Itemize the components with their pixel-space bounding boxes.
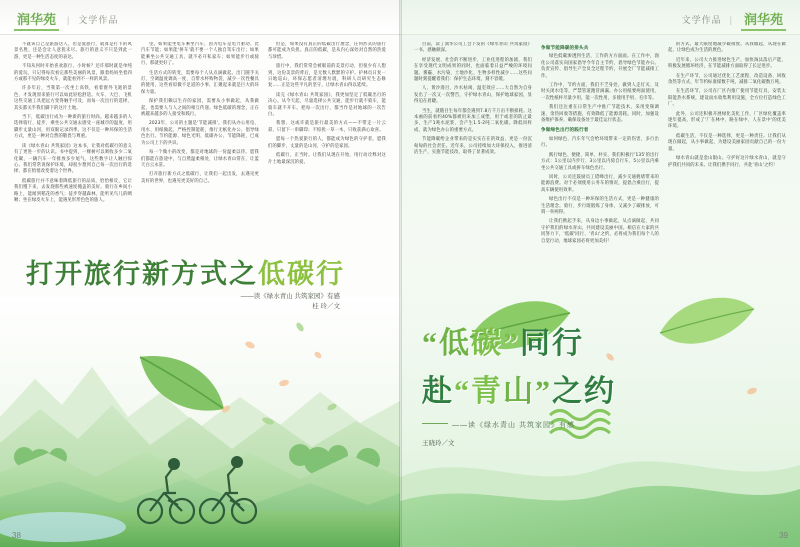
- body-paragraph: 目前，读了润华公司工会下发的《绿水青山 共筑家园》一书，感触颇深。: [414, 42, 532, 54]
- body-paragraph: 同时，公司还鼓励员工错峰出行，减少交通拥堵带来的能源浪费。对于必须使用公务车的情况，提倡合乘出行，提高车辆使用效率。: [541, 174, 659, 193]
- body-paragraph: 读《绿水青山 共筑家园》这本书，让我对低碳行的意义有了更进一步的认识。书中提到，一棵树可以吸收多少二氧化碳，一辆汽车一年排放多少尾气，这些数字让人触目惊心。我们常常说保护环境，却很少想到自己每一次出行的选择，都在悄悄改变着这个世界。: [14, 143, 132, 175]
- header-divider-right: |: [729, 14, 733, 25]
- body-paragraph: 在生产环节，公司通过优化工艺流程、改造设备、回收余热等方式，年节约标准煤数千吨，减排二氧化碳数万吨。: [668, 73, 786, 86]
- text-column: [414, 42, 532, 248]
- body-paragraph: 此外，公司还积极开展绿化美化工作，厂区绿化覆盖率逐年提高，形成了'厂在林中、路在绿中、人在景中'的优美环境。: [668, 111, 786, 130]
- body-paragraph: 2023年，公司的主题是'节能减排'。我们从办公用电、用水、用纸做起，严格控制能耗，推行无纸化办公，倡导绿色出行。节约能源、绿色光明、低碳办公、节能降耗，已成为公司上下的共识。: [141, 121, 259, 146]
- right-subtitle-wrap: [422, 420, 782, 430]
- body-paragraph: 绿水青山就是金山银山。守护好这片绿水青山，就是守护我们共同的未来。让我们携手同行，共赴'青山'之约！: [668, 156, 786, 168]
- left-title-part1: 打开旅行新方式之: [26, 259, 258, 289]
- body-paragraph: 在生活环节，公司在厂区内推广使用节能灯具，安装太阳能热水系统，建设雨水收集利用设施，全方位打造绿色工厂。: [668, 89, 786, 108]
- body-paragraph: 打开旅行新方式之低碳行，让我们一起出发，去遇见更美好的世界，也遇见更美好的自己。: [141, 172, 259, 184]
- right-page-header: [400, 0, 800, 35]
- right-title-l2-d: 之约: [552, 375, 616, 408]
- section-subheading: 争做节能降碳的排头兵: [541, 46, 589, 51]
- body-paragraph: 如何绿色、汽车年气会给环境带来一定的伤害，多行出行。: [541, 136, 659, 149]
- body-paragraph: 生活方式的转变，需要每个人从点滴做起。出门随手关灯、空调温度调高一度、自带水杯购物袋、减少一次性餐具的使用，这些看似微不足道的小事，汇聚起来就是巨大的环保力量。: [141, 70, 259, 95]
- body-paragraph: 经济发展、社会的不断进步，工业化进程的加剧，我们在享受现代文明成果的同时，也面临着日益严峻的环境问题。雾霾、水污染、土地沙化、生物多样性减少……这些问题时刻提醒着我们：保护生态环境，刻不容缓。: [414, 57, 532, 83]
- body-paragraph: 当生，就随目生每年都会遇到7.8万千万亩不断损耗。这本画的前看约40%都被用来加工成塑，用于或者的防止最多，生产1吨水泥浆、会产生1.5-2吨二氧化碳。降低同样成，就为绿色办公的重要方式。: [414, 108, 532, 133]
- left-page-title: [26, 252, 366, 291]
- spread-gutter: [399, 0, 402, 547]
- section-label: 文学作品: [78, 15, 119, 25]
- body-paragraph: 许多年后，当我第一次坐上高铁，看着窗外飞逝的景色，才发现原来旅行可以如此轻松舒适。火车、大巴、飞机这些交通工具把远方变得触手可及，而每一次出行的选择，其实都关乎我们脚下的这片土地。: [14, 86, 132, 111]
- text-column: [268, 42, 386, 207]
- text-column: [141, 42, 259, 207]
- body-paragraph: 践行绿色、便捷、简单、朴实、我们积极行'135'的出行方式：1公里以内步行、3公里以内骑自行车、5公里以内乘坐公共交通工具或拼车绿色出行。: [541, 152, 659, 171]
- body-paragraph: 愿每一个热爱旅行的人，都能成为绿色的守护者。愿我们的脚步，丈量的是山河，守护的是家园。: [268, 137, 386, 149]
- right-page: [400, 0, 800, 547]
- right-page-number: 39: [779, 531, 788, 540]
- body-paragraph: 我想，这或许就是旅行最美的方式——不带走一片云彩，只留下一串脚印；不惊扰一草一木，只收获满心欢喜。: [268, 121, 386, 133]
- left-page-header: [0, 0, 400, 35]
- section-subheading: 争做绿色出行的践行者: [541, 128, 589, 134]
- body-paragraph: 工作中，节约方面，我们不乏身处，做到人走灯灭、及时关闭水电等，严禁管道跑冒滴漏。办公用纸要两面使用，一次性纸杯尽量少用，能一次性用，多使用手绢、毛巾等。: [541, 83, 659, 101]
- body-paragraph: 人、黄沙漫目、沙水枯竭、温室效应……大自然为自身发出了一次又一次警告，守护绿水青山，保护地球家园，显得迫在眉睫。: [414, 86, 532, 105]
- right-title-l2-a: 赴: [422, 375, 454, 408]
- body-paragraph: 不就该自己是旅游达人，但是爱旅行，就算是打卡的风景名胜，还是会让人意犹未尽。旅行的意义不只是到此一游，更是一种生活态度的表达。: [14, 42, 132, 60]
- left-page-byline: [241, 292, 340, 312]
- right-title-q1: “低: [422, 327, 471, 360]
- right-title-l2-b: “青: [454, 375, 503, 408]
- body-paragraph: 低碳旅行并不意味着降低旅行的品质，恰恰相反，它让我们慢下来，去发现那些被速度掩盖的美好。骑行在乡间小路上，能闻到稻花的香气；徒步穿越森林，能听见鸟儿的啁啾；坐在绿皮火车上，能遇见形形色色的旅人。: [14, 178, 132, 203]
- left-title-part2: 低碳行: [258, 259, 345, 289]
- right-title-l2-c: 山”: [503, 375, 552, 408]
- body-paragraph: 旅行中，我们常常会被眼前的美景打动，但很少有人想到，这份美景的背后，是无数人默默的守护。护林员日复一日地巡山，环保志愿者清理垃圾，科研人员研究生态修复……正是这些平凡的坚守，让绿水青山得以延续。: [268, 64, 386, 89]
- body-paragraph: 保护我们赖以生存的家园，需要从小事做起，从我做起，也需要人与人之间的相互传递。绿色低碳的理念，正在被越来越多的人接受和践行。: [141, 99, 259, 118]
- body-paragraph: 不知从何时开始喜欢旅行，小时候？还许那时就是单纯的爱玩，只记得每次看完那些美丽的风景，跟着妈妈坐着四方或那不见的绿皮火车，就能看到不一样的风景。: [14, 64, 132, 83]
- right-subtitle: ——读《绿水青山 共筑家园》有感: [452, 422, 575, 429]
- right-title-q2: 碳”: [471, 327, 520, 360]
- text-column: [541, 42, 659, 248]
- body-paragraph: 近年来，公司大力推进绿色生产，加快淘汰落后产能，积极发展循环经济，在节能减排方面取得了长足进步。: [668, 57, 786, 70]
- left-text-columns: [14, 42, 386, 207]
- header-divider: |: [67, 14, 71, 25]
- right-text-columns: [414, 42, 786, 248]
- left-byline-source: ——读《绿水青山 共筑家园》有感: [240, 293, 340, 300]
- left-page-number: 38: [12, 531, 21, 540]
- body-paragraph: 每一个微小的改变，都是对地球的一份温柔以待。愿我们都能在旅途中，与自然温柔相处，让绿水青山常在，让蓝天白云永驻。: [141, 150, 259, 168]
- right-title-rest1: 同行: [520, 327, 584, 360]
- body-paragraph: 低碳行，正当时。让我们从现在开始，用行动诠释对这片土地最深沉的爱。: [268, 153, 386, 165]
- body-paragraph: 的方式，最大限度地减少碳排放。从我做起，从现在做起，让绿色成为生活的底色。: [668, 42, 786, 54]
- left-byline-author: 桂 玲／文: [312, 303, 340, 310]
- body-paragraph: 里。如果能坐电车乘坐汽车，因为电车是电力驱动、比汽车节能；如果能'拼车'就不要一个人独自驾车出行；如果能乘坐公共交通工具，就不必开私家车；如果能步行或骑行，那就更好了。: [141, 42, 259, 67]
- right-author: 王晓玲／文: [422, 440, 455, 447]
- left-page-illustration: [0, 297, 400, 547]
- subtitle-rule: [422, 423, 448, 424]
- body-paragraph: 节能降碳给企业带来的是实实在在的效益，更是一份沉甸甸的社会责任。近年来，公司持续加大环保投入，推进清洁生产，实施节能技改，取得了显著成效。: [414, 137, 532, 156]
- body-paragraph: 我们还注重在日常生产中推广节能技术，采用变频调速、余热回收等措施，有效降低了能源消耗。同时，加强设备维护保养，确保设备处于最佳运行状态。: [541, 105, 659, 124]
- right-page-title: [422, 318, 782, 447]
- section-label-right: 文学作品: [681, 15, 722, 25]
- body-paragraph: 低碳生活，不仅是一种选择，更是一种责任。让我们从现在做起，从小事做起，为建设美丽家园贡献自己的一份力量。: [668, 133, 786, 152]
- body-paragraph: 当下，低碳出行成为一种新的旅行时尚。越来越多的人选择骑行、徒步、乘坐公共交通去感受一座城市的温度，用脚步丈量山河，用双眼记录四季。这不仅是一种环保的生活方式，更是一种对自然的敬畏与尊重。: [14, 115, 132, 140]
- text-column: [668, 42, 786, 248]
- body-paragraph: 但是，如果没有真正的低碳出行理念，任何形式的旅行都可能成为负担。真正的低碳，是从内心深处对自然的热爱与珍惜。: [268, 42, 386, 60]
- magazine-logo-right: 润华苑: [741, 8, 786, 31]
- magazine-logo: 润华苑: [14, 8, 59, 31]
- body-paragraph: 绿色出行不仅是一种环保的生活方式，更是一种健康的生活理念。骑行、步行既锻炼了身体，又减少了碳排放，可谓一举两得。: [541, 197, 659, 215]
- body-paragraph: 绿色低碳渗透到生活、工作的方方面面。在工作中，润化公司落实向国家倡导今年自主节约，倡导绿色节能办公。负责宣传、倡导生产全员全过程节约，开展全厂节能减排工作。: [541, 54, 659, 79]
- body-paragraph: 让我们携起手来，从身边小事做起，从点滴做起，共同守护我们的绿水青山，共同建设美丽中国。相信在大家的共同努力下，'低碳'同行、'青山'之约，必将成为我们每个人的自觉行动，地球家园必将更加美好！: [541, 219, 659, 244]
- text-column: [14, 42, 132, 207]
- body-paragraph: 读完《绿水青山 共筑家园》，我更加坚定了低碳出行的决心。从今天起，尽量选择公共交通，能步行就不骑车，能骑车就不开车。把每一次出行，都当作是对地球的一次告白。: [268, 92, 386, 118]
